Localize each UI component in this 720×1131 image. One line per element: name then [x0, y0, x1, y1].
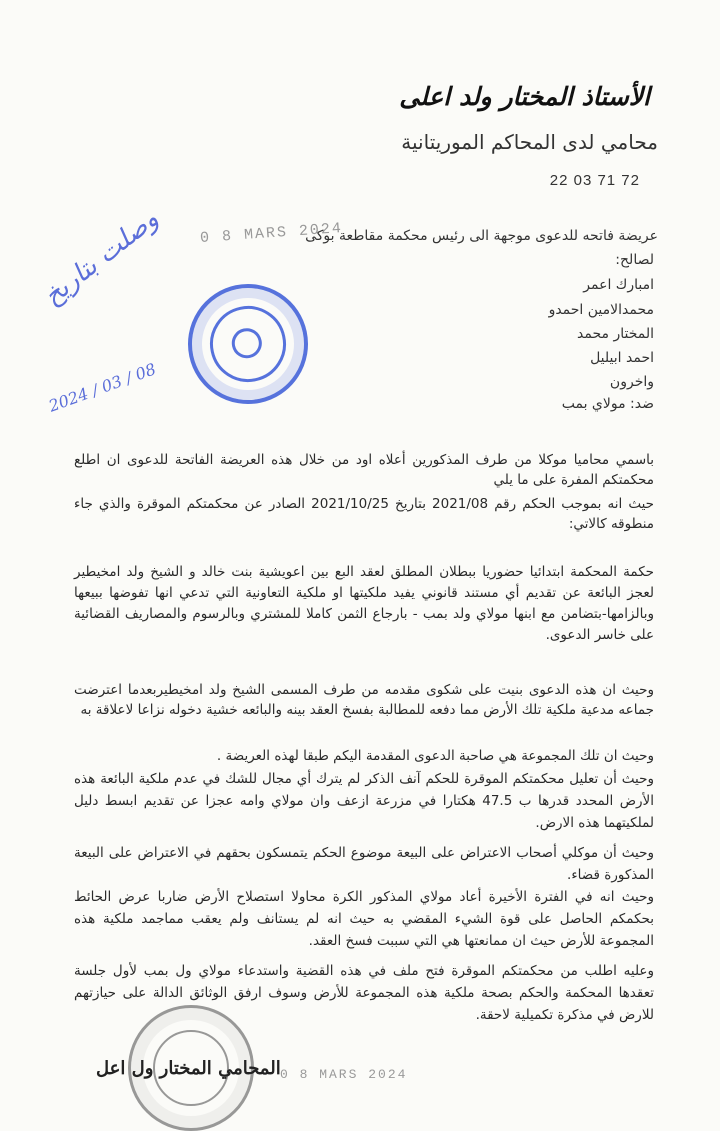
lawyer-name: الأستاذ المختار ولد اعلى: [399, 82, 650, 111]
plaintiff-3: المختار محمد: [577, 326, 654, 342]
plaintiff-4: احمد ابيليل: [590, 350, 654, 366]
phone-number: 22 03 71 72: [549, 172, 640, 189]
handwritten-received-note: وصلت بتاريخ: [38, 203, 165, 312]
bottom-date-stamp: 0 8 MARS 2024: [280, 1067, 408, 1082]
lawyer-title: محامي لدى المحاكم الموريتانية: [401, 130, 658, 154]
plaintiff-1: امبارك اعمر: [583, 277, 654, 293]
received-date-stamp: 0 8 MARS 2024: [199, 220, 344, 247]
against-party: ضد: مولاي بمب: [561, 396, 654, 412]
for-label: لصالح:: [615, 252, 654, 268]
judgment-paragraph: حيث انه بموجب الحكم رقم 2021/08 بتاريخ 2021/10/25 الصادر عن محكمتكم الموقرة والذي جاء منطوقه كالاتي:: [74, 496, 654, 532]
plaintiff-5: واخرون: [609, 374, 654, 390]
court-seal-stamp: [177, 273, 319, 415]
complaint-paragraph: وحيث ان هذه الدعوى بنيت على شكوى مقدمه من طرف المسمى الشيخ ولد امخيطيربعدما اعترضت جماعه مدعية ملكية تلك الأرض مما دفعه للمطالبة بفسخ العقد بينه والبائعه خشية دخوله نزاعا لاعلاقة به: [74, 682, 654, 718]
handwritten-date: 2024 / 03 / 08: [46, 359, 159, 416]
signature: المحامي المختار ول اعل: [96, 1058, 281, 1079]
objection-paragraph: وحيث أن موكلي أصحاب الاعتراض على البيعة موضوع الحكم يتمسكون بحقهم في الاعتراض على البيعة المذكورة قضاء.: [74, 845, 654, 883]
request-paragraph: وعليه اطلب من محكمتكم الموقرة فتح ملف في هذه القضية واستدعاء مولاي ول بمب لأول جلسة تعقدها المحكمة والحكم بصحة ملكية هذه المجموعة للأرض وسوف ارفق الوثائق الدالة على حيازتهم للارض في مذكرة تكميلية لاحقة.: [74, 963, 654, 1023]
ownership-paragraph: وحيث أن تعليل محكمتكم الموقرة للحكم آنف الذكر لم يترك أي مجال للشك في عدم ملكية البائعة هذه الأرض المحدد قدرها ب 47.5 هكتارا في مزرعة ازعف وان مولاي وامه عجزا عن تقديم ابسط دليل لملكيتهما هذه الارض.: [74, 771, 654, 831]
petition-address: عريضة فاتحه للدعوى موجهة الى رئيس محكمة مقاطعة بوكى: [305, 228, 658, 244]
verdict-paragraph: حكمة المحكمة ابتدائيا حضوريا ببطلان المطلق لعقد البع بين اعويشية بنت خالد و الشيخ ولد امخيطير لعجز البائعة عن تقديم أي مستند قانوني يفيد ملكيتها او ملكية التعاونية التي تدعي انها تفوضها ببيعها وبالزامها-بتضامن مع ابنها مولاي ولد بمب - بارجاع الثمن كاملا للمشتري وبالرسوم والمصاريف القضائية على خاسر الدعوى.: [74, 564, 654, 643]
group-paragraph: وحيث ان تلك المجموعة هي صاحبة الدعوى المقدمة اليكم طبقا لهذه العريضة .: [216, 748, 654, 764]
plaintiff-2: محمدالامين احمدو: [548, 302, 654, 318]
intro-paragraph: باسمي محاميا موكلا من طرف المذكورين أعلاه اود من خلال هذه العريضة الفاتحة للدعوى ان اطلع محكمتكم المفرة على ما يلي: [74, 452, 654, 488]
recent-events-paragraph: وحيث انه في الفترة الأخيرة أعاد مولاي المذكور الكرة محاولا استصلاح الأرض ضاربا عرض الحائط بحكمكم الحاصل على قوة الشيء المقضي به حيث انه لم يستانف ولم يعقب مماجمد ملكية هذه المجموعة للأرض حيث ان ممانعتها هي التي سببت فسخ العقد.: [74, 889, 654, 949]
